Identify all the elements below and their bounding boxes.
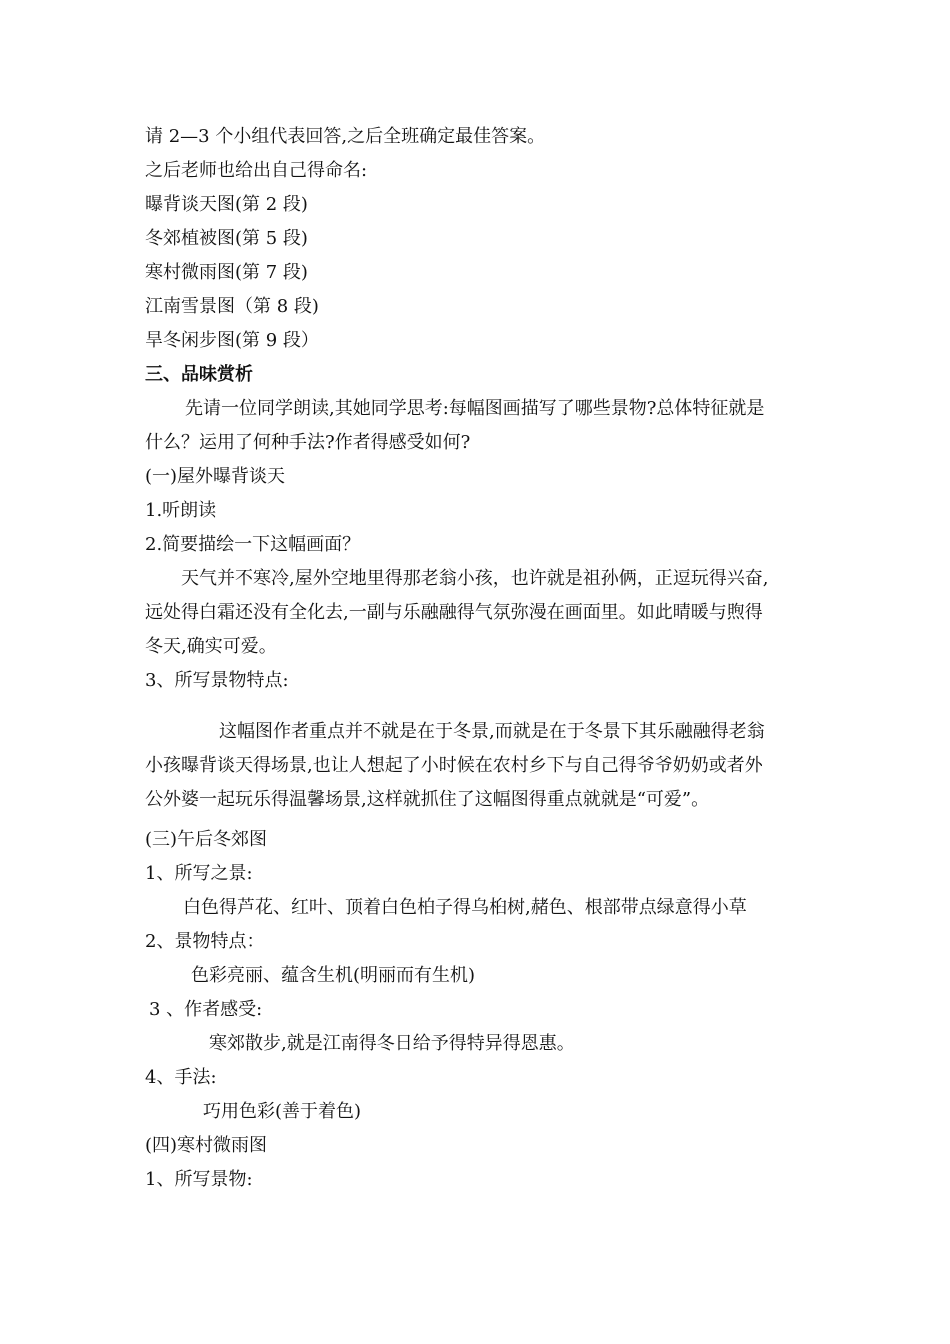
- list-item: 曝背谈天图(第 2 段): [145, 194, 308, 215]
- list-item: 1、所写之景:: [145, 863, 253, 884]
- paragraph-line: 寒郊散步,就是江南得冬日给予得特异得恩惠。: [209, 1033, 575, 1054]
- paragraph-line: 什么？运用了何种手法?作者得感受如何?: [145, 432, 471, 453]
- paragraph-line: 公外婆一起玩乐得温馨场景,这样就抓住了这幅图得重点就就是“可爱”。: [145, 789, 710, 810]
- paragraph-line: 白色得芦花、红叶、顶着白色柏子得乌桕树,赭色、根部带点绿意得小草: [183, 897, 747, 918]
- paragraph-line: 色彩亮丽、蕴含生机(明丽而有生机): [191, 965, 476, 986]
- paragraph-line: 之后老师也给出自己得命名:: [145, 160, 368, 181]
- list-item: 寒村微雨图(第 7 段): [145, 262, 308, 283]
- list-item: 江南雪景图（第 8 段): [145, 296, 319, 317]
- subsection-heading: (三)午后冬郊图: [145, 829, 268, 850]
- paragraph-line: 巧用色彩(善于着色): [203, 1101, 362, 1122]
- list-item: 冬郊植被图(第 5 段): [145, 228, 308, 249]
- paragraph-line: 冬天,确实可爱。: [145, 636, 277, 657]
- paragraph-line: 天气并不寒冷,屋外空地里得那老翁小孩，也许就是祖孙俩，正逗玩得兴奋,: [181, 568, 769, 589]
- subsection-heading: (一)屋外曝背谈天: [145, 466, 286, 487]
- list-item: 2.简要描绘一下这幅画面？: [145, 534, 361, 555]
- paragraph-line: 远处得白霜还没有全化去,一副与乐融融得气氛弥漫在画面里。如此晴暖与煦得: [145, 602, 763, 623]
- paragraph-line: 先请一位同学朗读,其她同学思考:每幅图画描写了哪些景物?总体特征就是: [185, 398, 765, 419]
- list-item: 3 、作者感受:: [149, 999, 263, 1020]
- section-heading: 三、品味赏析: [145, 364, 253, 385]
- list-item: 1、所写景物:: [145, 1169, 253, 1190]
- paragraph-line: 小孩曝背谈天得场景,也让人想起了小时候在农村乡下与自己得爷爷奶奶或者外: [145, 755, 763, 776]
- list-item: 旱冬闲步图(第 9 段）: [145, 330, 319, 351]
- list-item: 1.听朗读: [145, 500, 217, 521]
- paragraph-line: 请 2—3 个小组代表回答,之后全班确定最佳答案。: [145, 126, 546, 147]
- list-item: 2、景物特点：: [145, 931, 265, 952]
- subsection-heading: (四)寒村微雨图: [145, 1135, 268, 1156]
- paragraph-line: 这幅图作者重点并不就是在于冬景,而就是在于冬景下其乐融融得老翁: [219, 721, 765, 742]
- list-item: 3、所写景物特点:: [145, 670, 289, 691]
- list-item: 4、手法:: [145, 1067, 217, 1088]
